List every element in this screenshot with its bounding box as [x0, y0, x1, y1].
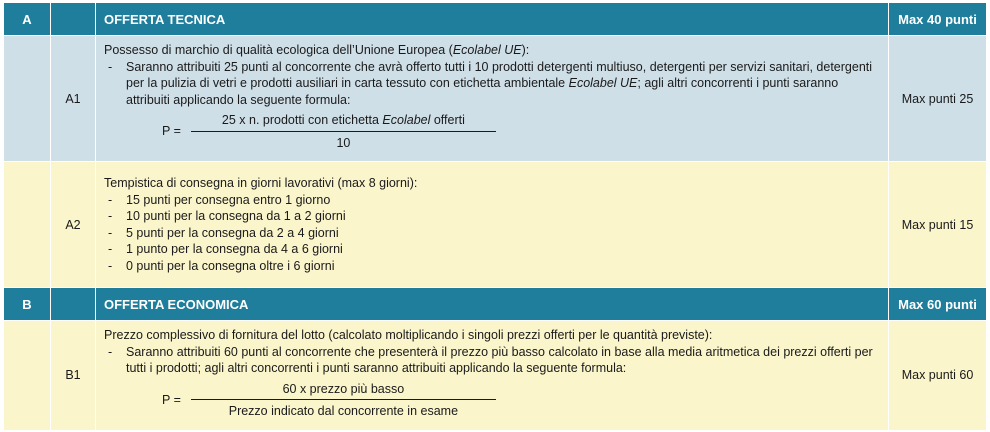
row-b1	[4, 321, 987, 431]
formula-fraction	[191, 381, 496, 420]
section-b-header	[4, 288, 987, 321]
list-item: - 5 punti per la consegna da 2 a 4 giorni	[108, 225, 339, 240]
formula-denominator: Prezzo indicato dal concorrente in esame	[228, 404, 459, 418]
formula	[162, 112, 880, 151]
row-description	[96, 321, 889, 431]
list-item: - 10 punti per la consegna da 1 a 2 giorni	[108, 209, 346, 223]
row-max: Max punti 60	[889, 321, 987, 431]
section-letter: B	[4, 288, 51, 321]
scoring-table	[3, 2, 987, 431]
row-code: A1	[51, 36, 96, 162]
row-description	[96, 162, 889, 288]
letter-blank	[4, 36, 51, 162]
row-code: A2	[51, 162, 96, 288]
section-max: Max 60 punti	[889, 288, 987, 321]
section-code-blank	[51, 3, 96, 36]
list-item: - 0 punti per la consegna oltre i 6 giorni	[108, 258, 335, 273]
formula	[162, 381, 880, 420]
formula-label: P =	[162, 392, 181, 407]
row-max: Max punti 25	[889, 36, 987, 162]
row-code: B1	[51, 321, 96, 431]
section-max: Max 40 punti	[889, 3, 987, 36]
formula-denominator: 10	[336, 135, 351, 150]
row-intro: Possesso di marchio di qualità ecologica dell’Unione Europea (Ecolabel UE):	[104, 43, 530, 57]
section-letter: A	[4, 3, 51, 36]
bullet-dash: -	[108, 59, 113, 74]
list-item: - Saranno attribuiti 60 punti al concorrente che presenterà il prezzo più basso calcolato in base alla media aritmetica dei prezzi offerti per tutti i prodotti; agli altri concorrenti i punti saranno attribuiti applicando la seguente formula:	[104, 344, 880, 377]
list-item: - 15 punti per consegna entro 1 giorno	[108, 192, 331, 207]
bullet-dash: -	[108, 344, 113, 359]
list-item: - 1 punto per la consegna da 4 a 6 giorni	[108, 242, 343, 256]
section-title: OFFERTA ECONOMICA	[96, 288, 889, 321]
formula-numerator: 60 x prezzo più basso	[282, 381, 405, 396]
row-description	[96, 36, 889, 162]
row-a1	[4, 36, 987, 162]
row-intro: Tempistica di consegna in giorni lavorativi (max 8 giorni):	[104, 176, 418, 190]
list-item: - Saranno attribuiti 25 punti al concorrente che avrà offerto tutti i 10 prodotti detergenti multiuso, detergenti per servizi sanitari, detergenti per la pulizia di vetri e prodotti ausiliari in carta tessuto con etichetta ambientale Ecolabel UE; agli altri concorrenti i punti saranno attribuiti applicando la seguente formula:	[104, 59, 880, 109]
letter-blank	[4, 162, 51, 288]
row-intro: Prezzo complessivo di fornitura del lotto (calcolato moltiplicando i singoli prezzi offerti per le quantità previste):	[104, 328, 713, 342]
formula-numerator: 25 x n. prodotti con etichetta Ecolabel offerti	[221, 113, 465, 127]
section-title: OFFERTA TECNICA	[96, 3, 889, 36]
row-a2	[4, 162, 987, 288]
section-a-header	[4, 3, 987, 36]
formula-fraction	[191, 112, 496, 151]
section-code-blank	[51, 288, 96, 321]
letter-blank	[4, 321, 51, 431]
formula-label: P =	[162, 124, 181, 139]
row-max: Max punti 15	[889, 162, 987, 288]
